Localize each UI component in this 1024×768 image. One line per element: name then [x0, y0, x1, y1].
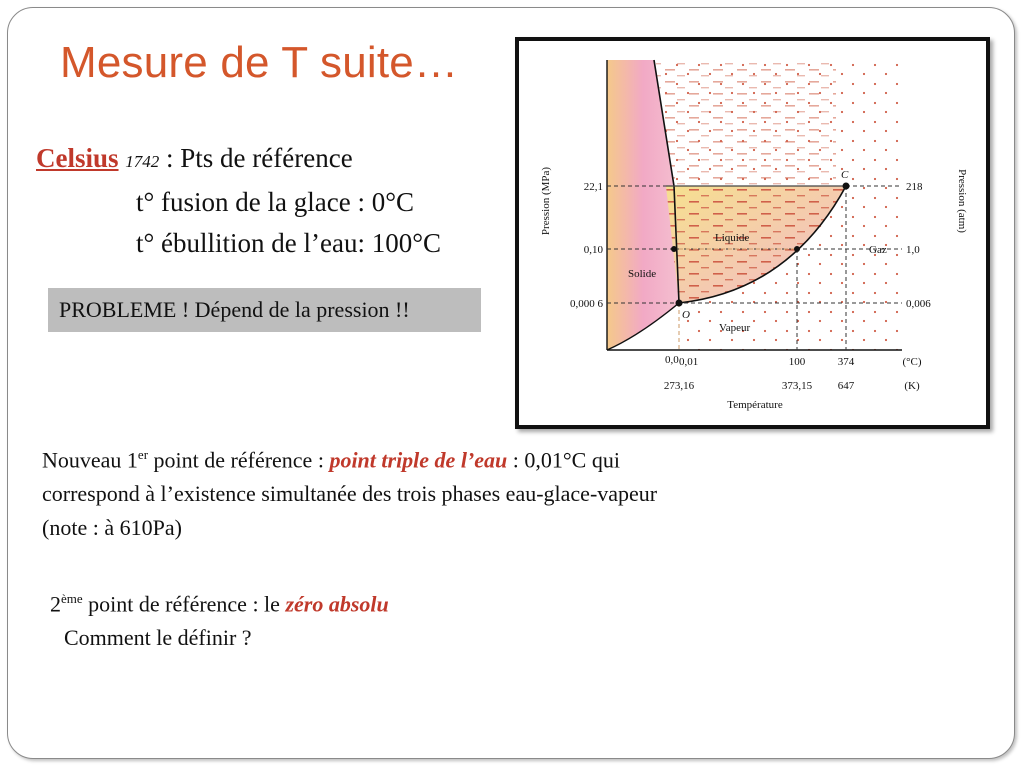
nouveau-suffix: : 0,01°C qui: [507, 447, 620, 473]
celsius-tick-1: 0,01: [679, 356, 699, 368]
celsius-name: Celsius: [36, 143, 119, 173]
nouveau-sup: er: [137, 447, 149, 462]
gaz-label: Gaz: [869, 244, 887, 256]
second-sup: ème: [61, 591, 83, 606]
kelvin-tick-2: 647: [837, 380, 855, 392]
celsius-intro: : Pts de référence: [159, 143, 353, 173]
slide-title: Mesure de T suite…: [60, 38, 459, 87]
point-c-label: C: [841, 169, 849, 181]
liquide-label: Liquide: [715, 232, 750, 244]
celsius-tick-0: 0,0: [665, 354, 679, 366]
celsius-tick-unit: (°C): [902, 356, 922, 368]
celsius-line-intro: [36, 143, 353, 173]
critical-point: [843, 183, 850, 190]
triple-point-paragraph: [42, 438, 772, 545]
upper-dashes-region: [656, 60, 836, 186]
phase-diagram-figure: [515, 37, 990, 429]
y-axis-right-label: Pression (atm): [956, 169, 968, 233]
melting-point: [671, 246, 677, 252]
nouveau-prefix: Nouveau 1: [42, 447, 138, 473]
nouveau-line2: correspond à l’existence simultanée des trois phases eau-glace-vapeur: [42, 481, 658, 507]
ebullition-line: t° ébullition de l’eau: 100°C: [136, 228, 442, 258]
y-axis-left-label: Pression (MPa): [540, 166, 552, 236]
vapeur-label: Vapeur: [719, 322, 751, 334]
kelvin-tick-1: 373,15: [781, 380, 813, 392]
left-tick-0: 22,1: [583, 181, 603, 193]
left-tick-2: 0,000 6: [570, 298, 603, 310]
second-line2: Comment le définir ?: [64, 625, 252, 651]
celsius-block: [36, 138, 441, 264]
nouveau-mid: point de référence :: [148, 447, 330, 473]
probleme-box: PROBLEME ! Dépend de la pression !!: [48, 288, 481, 332]
second-mid: point de référence : le: [82, 591, 286, 617]
kelvin-tick-unit: (K): [904, 380, 920, 392]
right-tick-1: 1,0: [906, 244, 920, 256]
right-tick-0: 218: [906, 181, 923, 193]
nouveau-line3: (note : à 610Pa): [42, 515, 182, 541]
zero-absolu-paragraph: [50, 582, 389, 655]
zero-absolu-term: zéro absolu: [285, 591, 389, 617]
kelvin-tick-0: 273,16: [663, 380, 695, 392]
right-tick-2: 0,006: [906, 298, 931, 310]
solide-label: Solide: [628, 268, 657, 280]
second-prefix: 2: [50, 591, 61, 617]
celsius-year: 1742: [125, 152, 160, 171]
fusion-line: t° fusion de la glace : 0°C: [136, 187, 415, 217]
celsius-tick-2: 100: [788, 356, 806, 368]
phase-diagram-svg: [519, 41, 986, 425]
left-tick-1: 0,10: [583, 244, 603, 256]
celsius-tick-3: 374: [837, 356, 855, 368]
triple-point-term: point triple de l’eau: [329, 447, 508, 473]
x-axis-label: Température: [727, 399, 783, 411]
point-o-label: O: [682, 309, 690, 321]
triple-point: [676, 300, 683, 307]
boiling-point: [794, 246, 800, 252]
